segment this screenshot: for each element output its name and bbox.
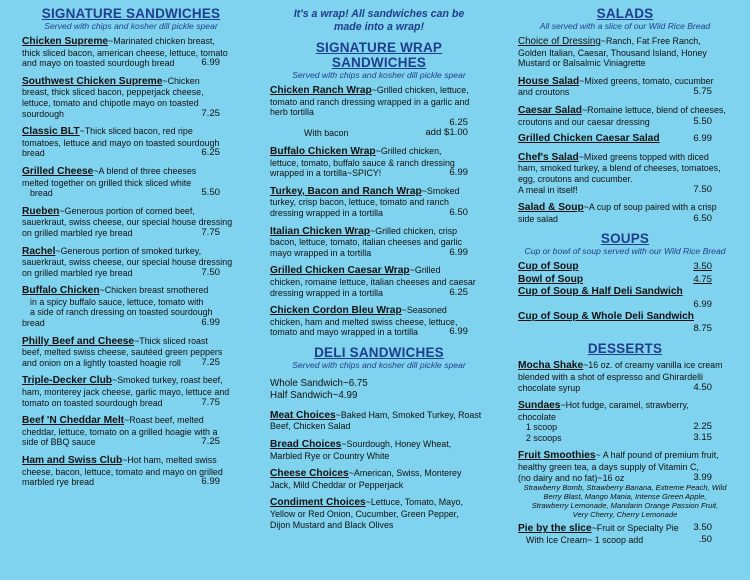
half-sandwich-price: Half Sandwich~4.99	[270, 389, 358, 401]
menu-item: Condiment Choices~Lettuce, Tomato, Mayo, Yellow or Red Onion, Cucumber, Green Pepper, Dijon Mustard and Black Olives	[270, 497, 463, 530]
menu-item: Rueben~Generous portion of corned beef, sauerkraut, swiss cheese, our special house dressing on grilled marbled rye bread 7.75	[22, 205, 233, 238]
menu-item: Mocha Shake~16 oz. of creamy vanilla ice cream blended with a shot of espresso and Ghirardelli chocolate syrup 4.50	[518, 360, 723, 393]
menu-item: Southwest Chicken Supreme~Chicken breast, thick sliced bacon, pepperjack cheese, lettuce, tomato and chipotle mayo on toasted sourdough 7.25	[22, 75, 220, 119]
section-subtitle: All served with a slice of our Wild Rice Bread	[539, 21, 711, 31]
section-title: SALADS	[596, 6, 654, 21]
menu-item: Buffalo Chicken Wrap~Grilled chicken, lettuce, tomato, buffalo sauce & ranch dressing wrapped in a tortilla~SPICY! 6.99	[270, 145, 468, 179]
wrap-note: It's a wrap! All sandwiches can be made into a wrap!	[293, 8, 465, 33]
salads-soups-desserts-column	[518, 6, 732, 552]
menu-item: Chicken Ranch Wrap~Grilled chicken, lettuce, tomato and ranch dressing wrapped in a garlic and herb tortilla 6.25 With bacon add $1.00	[270, 85, 470, 139]
menu-item: Grilled Chicken Caesar Wrap~Grilled chicken, romaine lettuce, italian cheeses and caesar dressing wrapped in a tortilla 6.25	[270, 265, 476, 298]
menu-item: Rachel~Generous portion of smoked turkey, sauerkraut, swiss cheese, our special house dressing on grilled marbled rye bread 7.50	[22, 245, 233, 278]
menu-item: Chef's Salad~Mixed greens topped with diced ham, smoked turkey, a blend of cheeses, tomatoes, egg, croutons and cucumber. A meal in itself! 7.50	[518, 151, 721, 195]
menu-item: Pie by the slice~Fruit or Specialty Pie 3.50 With Ice Cream~ 1 scoop add .50	[518, 522, 712, 545]
wraps-deli-column	[270, 6, 488, 537]
menu-item: Triple-Decker Club~Smoked turkey, roast beef, ham, monterey jack cheese, garlic mayo, lettuce and tomato on toasted sourdough bread 7.75	[22, 375, 230, 408]
menu-item: Beef 'N Cheddar Melt~Roast beef, melted cheddar, lettuce, tomato on a grilled hoagie with a side of BBQ sauce 7.25	[22, 415, 220, 448]
menu-item: Cheese Choices~American, Swiss, Monterey Jack, Mild Cheddar or Pepperjack	[270, 468, 462, 490]
menu-item: Salad & Soup~A cup of soup paired with a crisp side salad 6.50	[518, 202, 717, 224]
section-subtitle: Served with chips and kosher dill pickle spear	[44, 21, 218, 31]
menu-item: Chicken Cordon Bleu Wrap~Seasoned chicken, ham and melted swiss cheese, lettuce, tomato and mayo wrapped in a tortilla 6.99	[270, 305, 468, 338]
menu-item: Turkey, Bacon and Ranch Wrap~Smoked turkey, crisp bacon, lettuce, tomato and ranch dressing wrapped in a tortilla 6.50	[270, 185, 468, 218]
section-title: DESSERTS	[587, 341, 663, 357]
soup-list: Cup of Soup 3.50 Bowl of Soup 4.75 Cup of Soup & Half Deli Sandwich 6.99 Cup of Soup & Whole Deli Sandwich 8.75	[518, 261, 712, 335]
section-title: DELI SANDWICHES	[314, 344, 444, 360]
whole-sandwich-price: Whole Sandwich~6.75	[270, 377, 368, 389]
menu-item: Bread Choices~Sourdough, Honey Wheat, Marbled Rye or Country White	[270, 439, 452, 461]
menu-item: Fruit Smoothies~ A half pound of premium fruit, healthy green tea, a days supply of Vitamin C, (no dairy and no fat)~16 oz 3.99 Strawberry Bomb, Strawberry Banana, Extreme Peach, Wild Berry Blast, Mango Mania, Intense Green Apple, Strawberry Lemonade, Mandarin Orange Passion Fruit, Very Cherry, Cherry Lemonade	[518, 450, 727, 520]
signature-sandwiches-column	[22, 6, 240, 495]
menu-item: Ham and Swiss Club~Hot ham, melted swiss cheese, bacon, lettuce, tomato and mayo on grilled marbled rye bread 6.99	[22, 455, 223, 488]
menu-item: House Salad~Mixed greens, tomato, cucumber and croutons 5.75	[518, 75, 714, 98]
menu-item: Chicken Supreme~Marinated chicken breast, thick sliced bacon, american cheese, lettuce, tomato and mayo on toasted sourdough bread 6.99	[22, 36, 228, 69]
section-title: SIGNATURE WRAP SANDWICHES	[315, 40, 443, 70]
menu-item: Caesar Salad~Romaine lettuce, blend of cheeses, croutons and our caesar dressing 5.50	[518, 104, 726, 127]
menu-item: Philly Beef and Cheese~Thick sliced roast beef, melted swiss cheese, sautéed green peppers and onion on a lightly toasted hoagie roll 7.25	[22, 335, 223, 368]
section-title: SIGNATURE SANDWICHES	[41, 6, 221, 21]
menu-item: Grilled Cheese~A blend of three cheeses melted together on grilled thick sliced white bread 5.50	[22, 165, 220, 199]
menu-item: Classic BLT~Thick sliced bacon, red ripe tomatoes, lettuce and mayo on toasted sourdough bread 6.25	[22, 126, 220, 159]
menu-item: Grilled Chicken Caesar Salad 6.99	[518, 133, 712, 145]
section-subtitle: Served with chips and kosher dill pickle spear	[292, 70, 466, 80]
menu-item: Meat Choices~Baked Ham, Smoked Turkey, Roast Beef, Chicken Salad	[270, 409, 482, 432]
menu-item: Italian Chicken Wrap~Grilled chicken, crisp bacon, lettuce, tomato, italian cheeses and garlic mayo wrapped in a tortilla 6.99	[270, 225, 468, 258]
section-title: SOUPS	[600, 231, 650, 247]
section-subtitle: Cup or bowl of soup served with our Wild Rice Bread	[524, 246, 726, 257]
menu-item: Sundaes~Hot fudge, caramel, strawberry, chocolate 1 scoop 2.25 2 scoops 3.15	[518, 400, 712, 443]
section-subtitle: Served with chips and kosher dill pickle spear	[292, 359, 466, 370]
dressing-choices: Choice of Dressing~Ranch, Fat Free Ranch, Golden Italian, Caesar, Thousand Island, Honey Mustard or Balsalmic Viniagrette	[518, 36, 707, 69]
menu-item: Buffalo Chicken~Chicken breast smothered in a spicy buffalo sauce, lettuce, tomato with a side of ranch dressing on toasted sourdough bread 6.99	[22, 285, 220, 329]
